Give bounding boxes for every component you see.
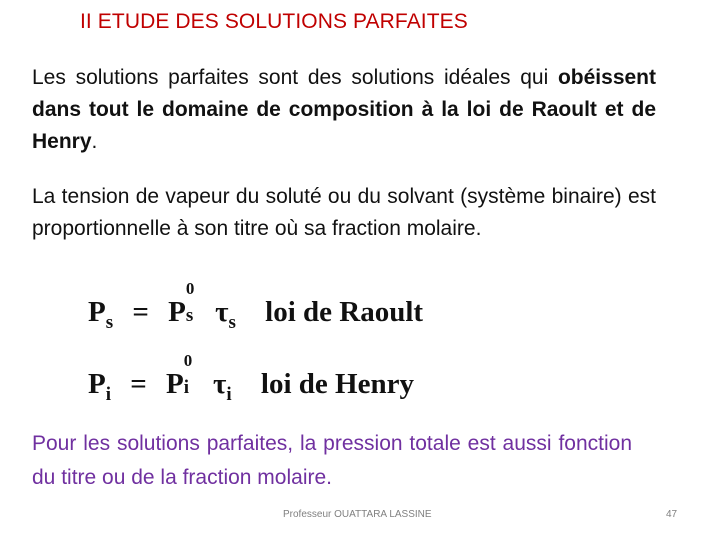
- eq-equals: =: [132, 296, 149, 328]
- eq-tau: τ: [213, 368, 227, 400]
- eq-equals: =: [130, 368, 147, 400]
- page-number: 47: [666, 509, 678, 520]
- equation-henry: [88, 351, 414, 406]
- eq-p0-indices: [183, 351, 198, 398]
- equation-raoult: [88, 279, 424, 334]
- eq-p0: P: [166, 368, 184, 400]
- paragraph-total-pressure: Pour les solutions parfaites, la pression totale est aussi fonction du titre ou de la fraction molaire.: [32, 432, 632, 489]
- paragraph-definition: [32, 62, 656, 158]
- eq-p0-sup: 0: [185, 279, 195, 298]
- definition-text: Les solutions parfaites sont des solutions idéales qui: [32, 66, 558, 89]
- eq-tau-sub: i: [226, 384, 232, 405]
- eq-tau: τ: [215, 296, 229, 328]
- eq-lhs: P: [88, 296, 106, 328]
- eq-p0-sub: i: [183, 377, 190, 398]
- definition-bold-text: obéissent dans tout le domaine de composition à la loi de Raoult et de Henry: [32, 66, 656, 153]
- eq-p0: P: [168, 296, 186, 328]
- eq-lhs-sub: s: [105, 312, 114, 333]
- eq-law-name: loi de Raoult: [265, 296, 424, 328]
- eq-p0-sup: 0: [183, 351, 193, 370]
- eq-lhs-sub: i: [105, 384, 111, 405]
- footer-author: Professeur OUATTARA LASSINE: [283, 509, 432, 520]
- paragraph-vapor-pressure: La tension de vapeur du soluté ou du solvant (système binaire) est proportionnelle à son titre où sa fraction molaire.: [32, 185, 656, 240]
- eq-lhs: P: [88, 368, 106, 400]
- eq-tau-sub: s: [228, 312, 236, 333]
- eq-p0-indices: [185, 279, 200, 326]
- definition-end: .: [91, 130, 98, 153]
- eq-p0-sub: s: [185, 305, 194, 326]
- slide-title: II ETUDE DES SOLUTIONS PARFAITES: [80, 10, 468, 33]
- eq-law-name: loi de Henry: [260, 368, 414, 400]
